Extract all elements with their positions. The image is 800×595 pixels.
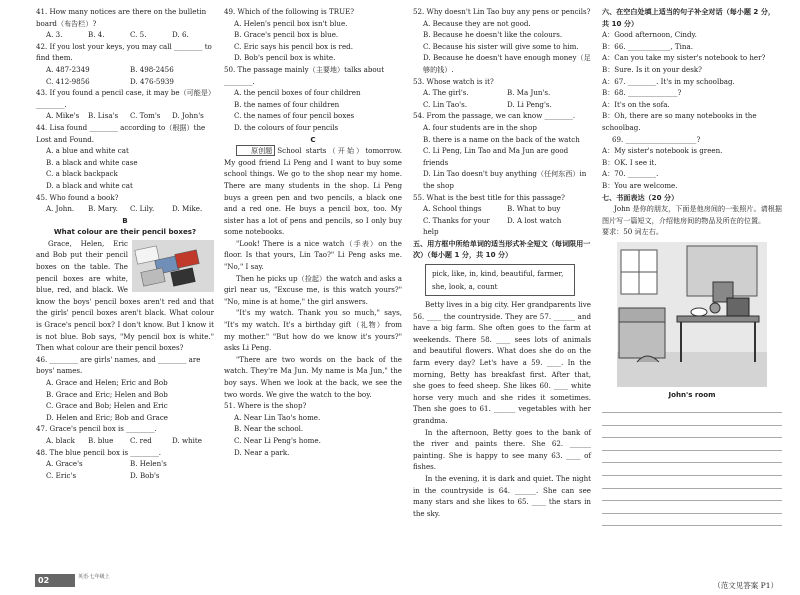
writing-line[interactable]: [602, 426, 782, 439]
writing-prompt: John 是你的朋友，下面是他房间的一张照片。请根据图片写一篇短文，介绍他房间的物品及所在的位置。: [602, 204, 782, 225]
option: A. Grace's: [46, 459, 83, 469]
writing-line[interactable]: [602, 463, 782, 476]
question-53: 53. Whose watch is it?: [413, 76, 494, 86]
section-7-heading: 七、书面表达（20 分）: [602, 192, 679, 202]
section-5-heading: 五、用方框中所给单词的适当形式补全短文（每词限用一次）（每小题 1 分，共 10 分）: [413, 238, 591, 260]
option: B. Ma Jun's.: [507, 88, 551, 98]
option: C. Because his sister will give some to him.: [423, 41, 579, 51]
option: C. 412-9856: [46, 76, 90, 86]
question-43: 43. If you found a pencil case, it may be（可能是）________.: [36, 88, 212, 109]
question-42: 42. If you lost your keys, you may call ________ to find them.: [36, 41, 212, 63]
option: C. Thanks for your help: [423, 215, 490, 237]
dialog-line: A：Can you take my sister's notebook to her?: [602, 53, 766, 63]
option: D. 476-5939: [130, 76, 174, 86]
option: A. the pencil boxes of four children: [234, 88, 361, 98]
option: D. Bob's: [130, 470, 160, 480]
dialog-line: B：68. ______________?: [602, 88, 682, 98]
option: D. Bob's pencil box is white.: [234, 53, 336, 63]
writing-line[interactable]: [602, 501, 782, 514]
option: B. 4.: [88, 30, 105, 40]
option: D. the colours of four pencils: [234, 122, 339, 132]
option: B. What to buy: [507, 204, 561, 214]
passage-c-p4: "It's my watch. Thank you so much," says, "It's my watch. It's a birthday gift（礼物）from my mother." "But how do we know it's yours?" asks Li Peng.: [224, 308, 402, 353]
q55-options: [413, 203, 591, 238]
dialog-line: A：My sister's notebook is green.: [602, 146, 723, 156]
option: A. Grace and Helen; Eric and Bob: [46, 378, 168, 387]
option: A. 3.: [46, 30, 63, 40]
writing-requirement: 要求：50 词左右。: [602, 227, 663, 237]
option: B. blue: [88, 435, 114, 445]
section-6-heading: 六、在空白处填上适当的句子补全对话（每小题 2 分，共 10 分）: [602, 7, 776, 28]
option: C. Li Peng, Lin Tao and Ma Jun are good friends: [423, 146, 569, 167]
passage-c-p3: Then he picks up（捡起）the watch and asks a girl near us, "Excuse me, is this watch yours?" "No, mine is at home," the girl answers.: [224, 273, 402, 306]
option: A. Near Lin Tao's home.: [234, 412, 321, 422]
q48-options: [36, 458, 214, 481]
cloze-p3: In the evening, it is dark and quiet. The night in the countryside is 64. ______. She can see many stars and she likes to 65. ____ the stars in the sky.: [413, 473, 591, 518]
option: C. Eric's: [46, 470, 77, 480]
option: D. Lin Tao doesn't buy anything（任何东西）in the shop: [423, 169, 587, 190]
dialog-line: A：70. ________.: [602, 169, 659, 179]
question-54: 54. From the passage, we can know ________.: [413, 111, 576, 121]
footer-tag: 英语·七年级上: [78, 574, 110, 580]
passage-c-p1: 原创题 School starts（开始）tomorrow. My good friend Li Peng and I want to buy some school things. We go to the shop near my home. There are many students in the shop. Li Peng buys a green pen and two pencils, a black one and a red one. He buys a pencil box, too. My sister has a lot of pens and pencils, so I only buy some notebooks.: [224, 146, 402, 237]
q50-options: [224, 87, 402, 133]
option: A. 487-2349: [46, 64, 90, 74]
option: B. Because he doesn't like the colours.: [423, 30, 563, 40]
option: B. the names of four children: [234, 99, 340, 109]
q41-options: [36, 29, 214, 41]
q54-options: [413, 122, 591, 192]
q47-options: [36, 435, 214, 447]
writing-line[interactable]: [602, 400, 782, 413]
writing-line[interactable]: [602, 451, 782, 464]
option: C. the names of four pencil boxes: [234, 111, 355, 121]
original-tag: 原创题: [236, 145, 275, 156]
question-41: 41. How many notices are there on the bulletin board（布告栏）?: [36, 7, 207, 28]
q53-options: [413, 87, 591, 110]
option: D. 6.: [172, 30, 189, 40]
option: A. four students are in the shop: [423, 122, 537, 132]
q51-options: [224, 412, 402, 458]
option: C. Lily.: [130, 204, 155, 214]
passage-c-p2: "Look! There is a nice watch（手表）on the floor. Is that yours, Lin Tao?" Li Peng asks me. "No," I say.: [224, 238, 402, 272]
answer-reference: （范文见答案 P1）: [713, 581, 778, 590]
room-caption: John's room: [668, 389, 716, 399]
option: D. John's: [172, 111, 204, 121]
option: A. The girl's.: [423, 88, 469, 98]
q43-options: [36, 110, 214, 122]
option: B. Mary.: [88, 204, 118, 214]
passage-b: Grace, Helen, Eric and Bob put their pencil boxes on the table. The pencil boxes are white, blue, red, and black. We know the boys' pencil boxes aren't red and that the girls' pencil boxes aren't black. What colour is Grace's pencil box? I don't know. But I know it is not blue. Bob says, "My pencil box is white." Then what colour are their pencil boxes?: [36, 238, 214, 353]
column-2: [224, 6, 402, 458]
option: C. red: [130, 435, 152, 445]
passage-b-title: What colour are their pencil boxes?: [53, 227, 197, 237]
q46-options: [36, 377, 214, 423]
option: A. a blue and white cat: [46, 146, 129, 156]
question-47: 47. Grace's pencil box is ________.: [36, 424, 157, 434]
dialog-line: B：66. ____________, Tina.: [602, 41, 693, 51]
cloze-p1: Betty lives in a big city. Her grandparents live 56. ____ the countryside. They are 57. ______ and have a big farm. She often goes to the farm at weekends. There 58. ____ sees lots of animals and beautiful flowers. What does she do on the farm every day? Let's have a 59. ____. In the morning, Betty has breakfast first. After that, she goes to feed sheep. She likes 60. ____ white horse very much and she rides it sometimes. Then she goes to 61. ______ vegetables with her grandma.: [413, 300, 591, 425]
column-1: [36, 6, 214, 481]
question-44: 44. Lisa found ________ according to（根据）the Lost and Found.: [36, 122, 206, 144]
option: C. Eric says his pencil box is red.: [234, 41, 353, 51]
option: A. Helen's pencil box isn't blue.: [234, 18, 348, 28]
section-c-heading: C: [310, 134, 316, 144]
passage-c-p5: "There are two words on the back of the watch. They're Ma Jun. My name is Ma Jun," the boy says. When we look at the back, we see the two words. We give the watch to the boy.: [224, 354, 402, 399]
option: D. white: [172, 435, 202, 445]
option: A. School things: [423, 204, 482, 214]
q52-options: [413, 18, 591, 76]
writing-line[interactable]: [602, 413, 782, 426]
option: B. Grace and Eric; Helen and Bob: [46, 389, 168, 399]
john-room-illustration: [617, 242, 767, 387]
q45-options: [36, 203, 214, 215]
dialog-line: B：You are welcome.: [602, 180, 678, 190]
option: D. A lost watch: [507, 215, 562, 225]
option: B. Lisa's: [88, 111, 119, 121]
section-b-heading: B: [122, 215, 128, 225]
option: B. Near the school.: [234, 424, 304, 434]
question-50: 50. The passage mainly（主要地）talks about ________.: [224, 64, 385, 86]
dialog-line: B：Sure. Is it on your desk?: [602, 64, 702, 74]
option: D. a black and white cat: [46, 180, 133, 190]
q42-options: [36, 64, 214, 87]
option: C. Near Li Peng's home.: [234, 435, 321, 445]
question-49: 49. Which of the following is TRUE?: [224, 7, 355, 16]
option: B. 498-2456: [130, 64, 174, 74]
question-45: 45. Who found a book?: [36, 192, 119, 202]
q49-options: [224, 18, 402, 64]
option: A. black: [46, 435, 75, 445]
word-box: pick, like, in, kind, beautiful, farmer, she, look, a, count: [425, 264, 575, 296]
option: D. Helen and Eric; Bob and Grace: [46, 412, 168, 422]
option: C. Lin Tao's.: [423, 99, 468, 109]
option: D. Mike.: [172, 204, 203, 214]
option: A. John.: [46, 204, 75, 214]
question-55: 55. What is the best title for this passage?: [413, 192, 565, 202]
column-3: [413, 6, 591, 519]
dialog-line: A：67. ________. It's in my schoolbag.: [602, 76, 735, 86]
option: C. 5.: [130, 30, 147, 40]
page-number-badge: 02: [35, 574, 75, 587]
question-46: 46. ________ are girls' names, and ________ are boys' names.: [36, 354, 201, 376]
option: B. a black and white case: [46, 157, 138, 167]
option: C. a black backpack: [46, 169, 118, 179]
pencil-boxes-photo: [132, 240, 214, 292]
option: D. Because he doesn't have enough money（足够的钱）.: [423, 53, 591, 74]
question-52: 52. Why doesn't Lin Tao buy any pens or pencils?: [413, 7, 591, 16]
dialog-line: A：Good afternoon, Cindy.: [602, 30, 697, 40]
option: A. Because they are not good.: [423, 18, 531, 28]
option: D. Li Peng's.: [507, 99, 552, 109]
writing-line[interactable]: [602, 489, 782, 502]
option: B. Helen's: [130, 459, 167, 469]
option: B. there is a name on the back of the watch: [423, 134, 580, 144]
dialog-line: B：Oh, there are so many notebooks in the schoolbag.: [602, 111, 757, 132]
option: D. Near a park.: [234, 447, 290, 457]
writing-line[interactable]: [602, 438, 782, 451]
question-51: 51. Where is the shop?: [224, 401, 307, 411]
dialog-line: 69. ____________________?: [612, 134, 701, 144]
dialog-line: A：It's on the sofa.: [602, 99, 670, 109]
writing-line[interactable]: [602, 514, 782, 527]
writing-line[interactable]: [602, 476, 782, 489]
cloze-p2: In the afternoon, Betty goes to the bank of the river and paints there. She 62. ______ painting. She is happy to see many 63. ____ of fishes.: [413, 427, 591, 472]
dialog-line: B：OK. I see it.: [602, 157, 657, 167]
dialog: [602, 29, 782, 191]
question-48: 48. The blue pencil box is ________.: [36, 447, 162, 457]
option: C. Grace and Bob; Helen and Eric: [46, 401, 168, 411]
option: C. Tom's: [130, 111, 161, 121]
option: B. Grace's pencil box is blue.: [234, 30, 339, 40]
option: A. Mike's: [46, 111, 80, 121]
q44-options: [36, 145, 214, 191]
writing-lines: [602, 400, 782, 526]
column-4: [602, 6, 782, 526]
